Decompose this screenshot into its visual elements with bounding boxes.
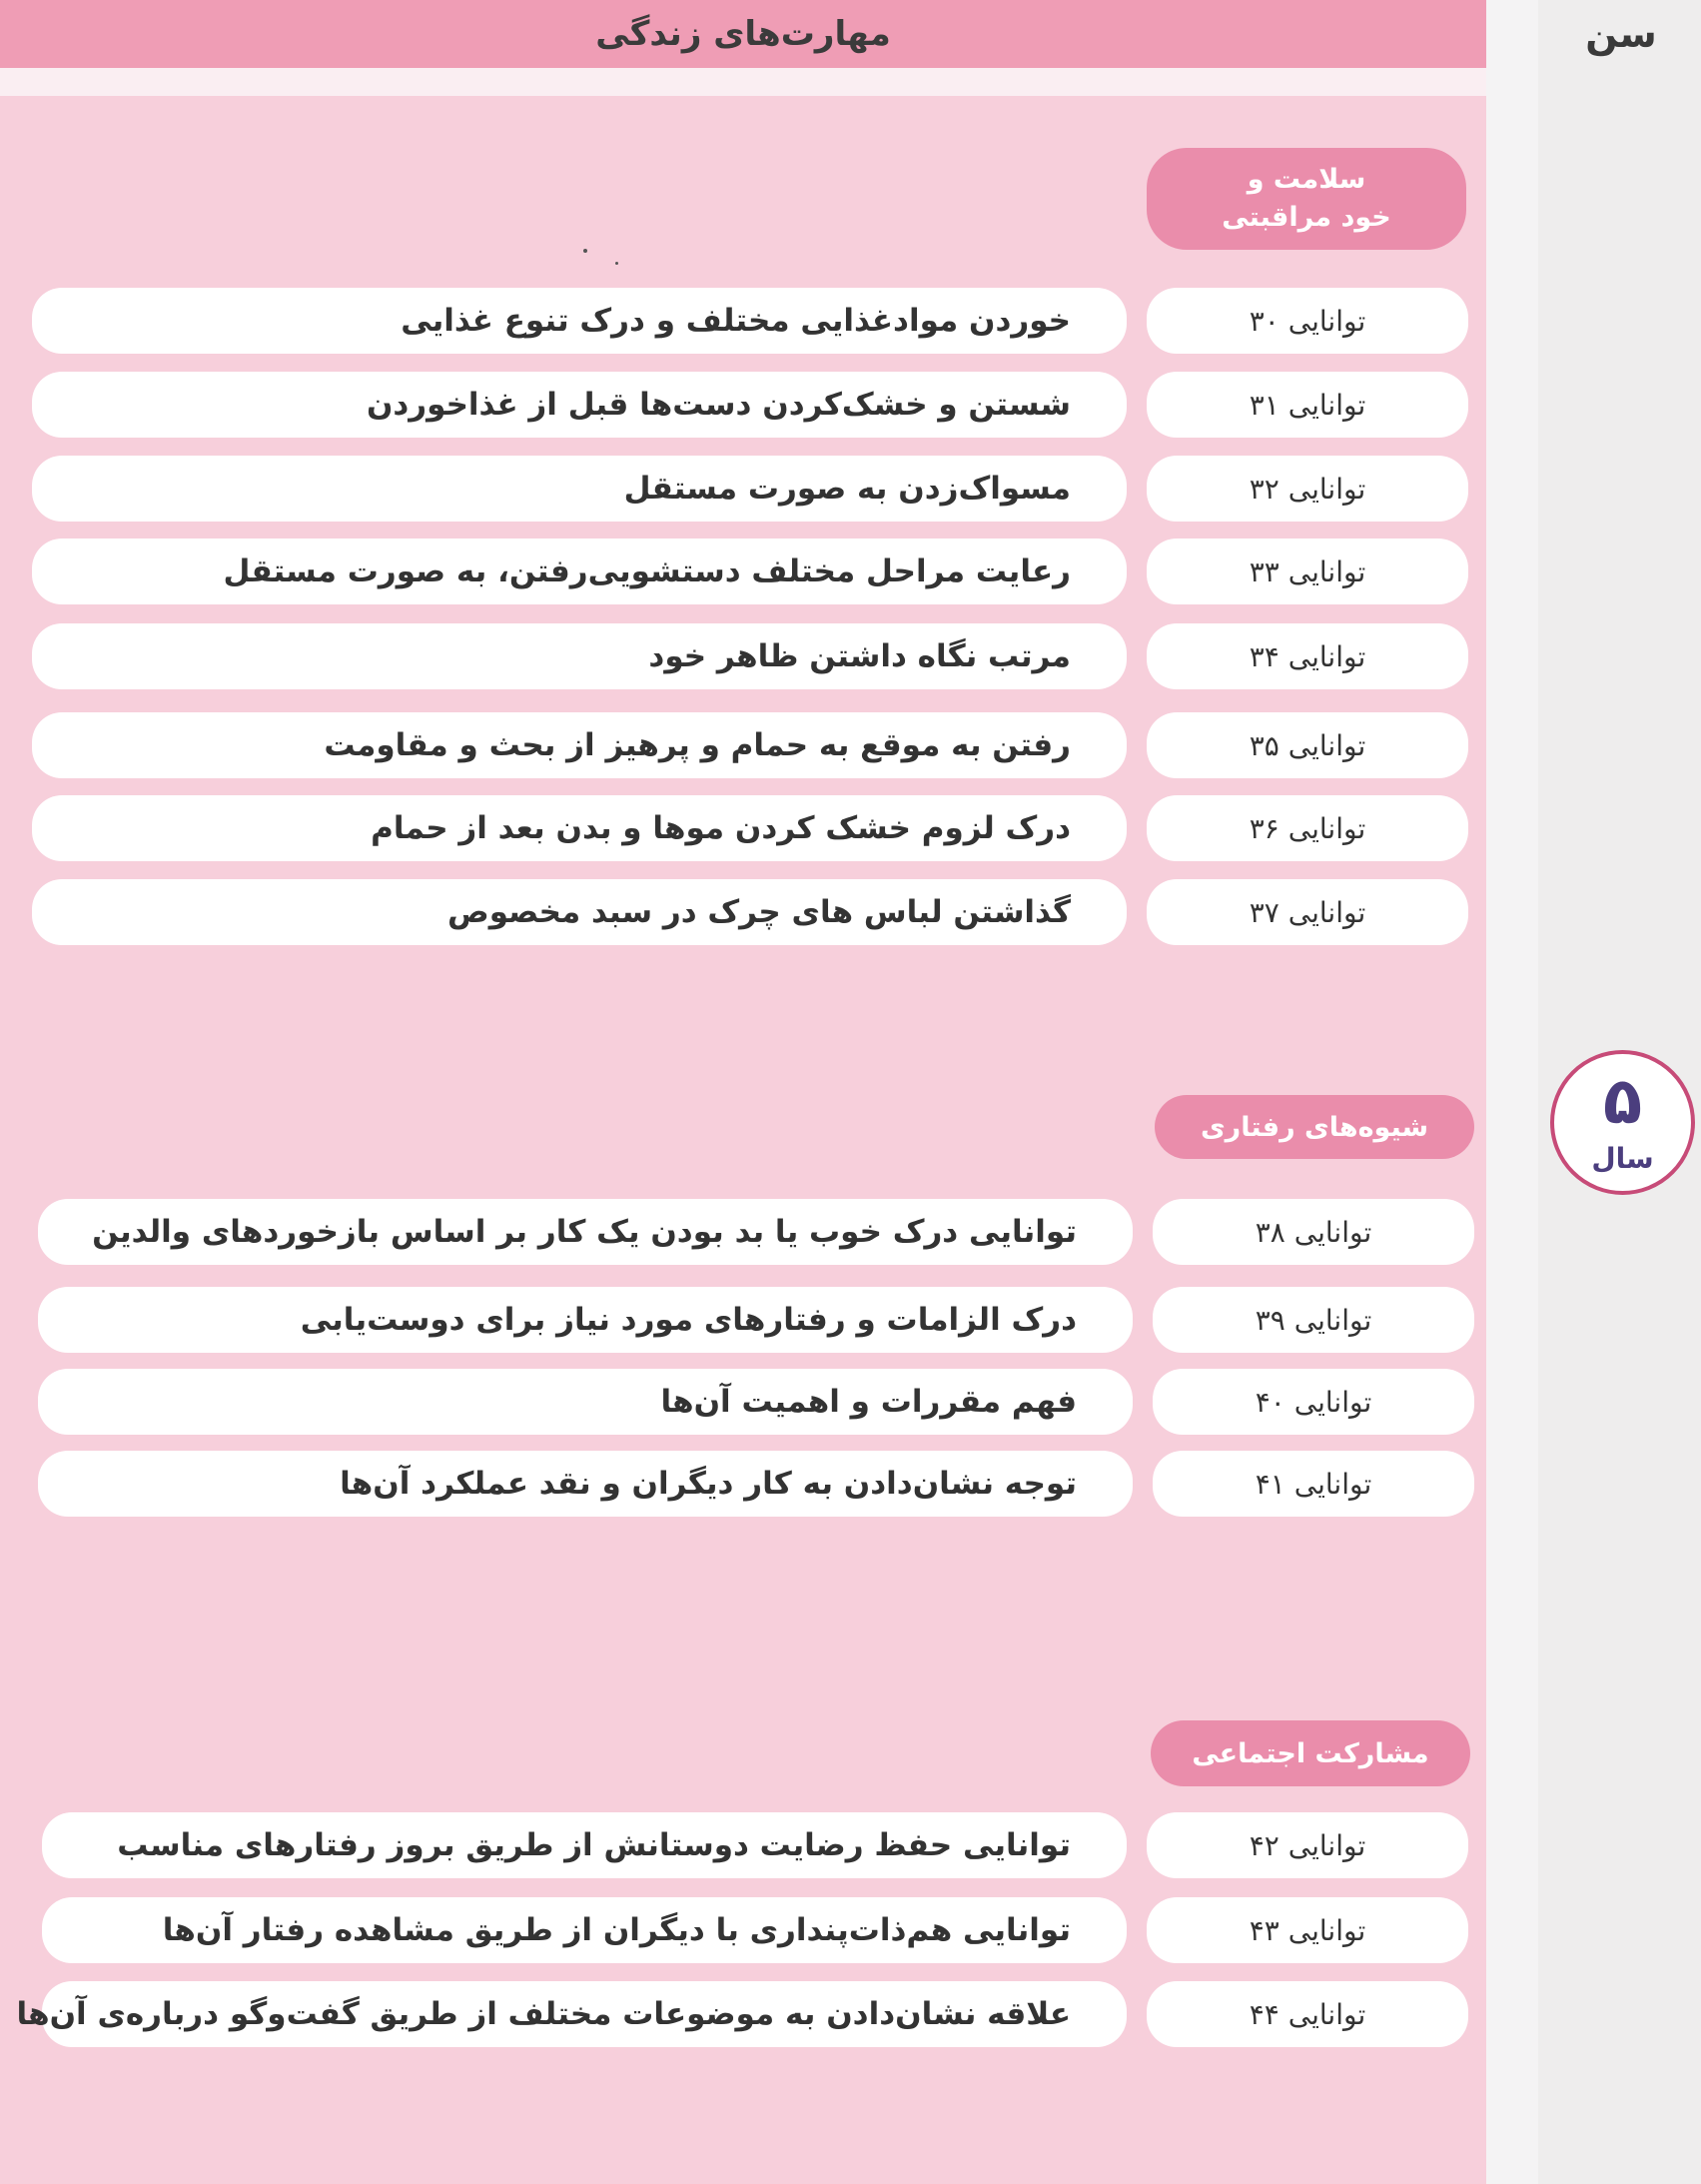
ability-label: توانایی ۳۷ — [1147, 879, 1468, 945]
list-item — [32, 539, 1468, 604]
ability-description: گذاشتن لباس های چرک در سبد مخصوص — [32, 879, 1127, 945]
ability-label: توانایی ۳۲ — [1147, 456, 1468, 522]
ability-label: توانایی ۳۰ — [1147, 288, 1468, 354]
list-item — [32, 879, 1468, 945]
list-item — [32, 288, 1468, 354]
age-unit: سال — [1591, 1142, 1654, 1175]
list-item — [32, 372, 1468, 438]
list-item — [32, 712, 1468, 778]
ability-label: توانایی ۴۱ — [1153, 1451, 1474, 1517]
list-item — [32, 795, 1468, 861]
ability-description: خوردن موادغذایی مختلف و درک تنوع غذایی — [32, 288, 1127, 354]
ability-label: توانایی ۳۹ — [1153, 1287, 1474, 1353]
ability-label: توانایی ۳۴ — [1147, 623, 1468, 689]
page-title: مهارت‌های زندگی — [0, 0, 1486, 68]
scan-speck — [583, 249, 587, 253]
ability-description: علاقه نشان‌دادن به موضوعات مختلف از طریق گفت‌وگو درباره‌ی آن‌ها — [42, 1981, 1127, 2047]
ability-label: توانایی ۳۵ — [1147, 712, 1468, 778]
ability-description: توانایی حفظ رضایت دوستانش از طریق بروز رفتارهای مناسب — [42, 1812, 1127, 1878]
scan-speck — [615, 262, 618, 265]
ability-label: توانایی ۳۸ — [1153, 1199, 1474, 1265]
ability-label: توانایی ۴۴ — [1147, 1981, 1468, 2047]
ability-label: توانایی ۴۳ — [1147, 1897, 1468, 1963]
age-badge — [1550, 1050, 1695, 1195]
ability-description: فهم مقررات و اهمیت آن‌ها — [38, 1369, 1133, 1435]
ability-description: شستن و خشک‌کردن دست‌ها قبل از غذاخوردن — [32, 372, 1127, 438]
ability-label: توانایی ۳۶ — [1147, 795, 1468, 861]
list-item — [42, 1897, 1468, 1963]
list-item — [32, 456, 1468, 522]
category-health-selfcare — [1147, 148, 1466, 250]
ability-description: توانایی درک خوب یا بد بودن یک کار بر اساس بازخوردهای والدین — [38, 1199, 1133, 1265]
list-item — [16, 1981, 1468, 2047]
ability-description: رعایت مراحل مختلف دستشویی‌رفتن، به صورت مستقل — [32, 539, 1127, 604]
list-item — [38, 1287, 1474, 1353]
list-item — [32, 623, 1468, 689]
ability-description: درک الزامات و رفتارهای مورد نیاز برای دوست‌یابی — [38, 1287, 1133, 1353]
list-item — [42, 1812, 1468, 1878]
ability-label: توانایی ۳۱ — [1147, 372, 1468, 438]
ability-label: توانایی ۴۲ — [1147, 1812, 1468, 1878]
ability-description: توجه نشان‌دادن به کار دیگران و نقد عملکرد آن‌ها — [38, 1451, 1133, 1517]
list-item — [38, 1451, 1474, 1517]
ability-description: مرتب نگاه داشتن ظاهر خود — [32, 623, 1127, 689]
ability-description: توانایی هم‌ذات‌پنداری با دیگران از طریق مشاهده رفتار آن‌ها — [42, 1897, 1127, 1963]
category-line: خود مراقبتی — [1222, 202, 1391, 233]
list-item — [38, 1369, 1474, 1435]
age-number: ۵ — [1602, 1065, 1643, 1139]
category-line: سلامت و — [1247, 164, 1366, 195]
ability-description: رفتن به موقع به حمام و پرهیز از بحث و مقاومت — [32, 712, 1127, 778]
ability-description: درک لزوم خشک کردن موها و بدن بعد از حمام — [32, 795, 1127, 861]
ability-label: توانایی ۴۰ — [1153, 1369, 1474, 1435]
category-social: مشارکت اجتماعی — [1151, 1720, 1470, 1786]
list-item — [38, 1199, 1474, 1265]
ability-label: توانایی ۳۳ — [1147, 539, 1468, 604]
ability-description: مسواک‌زدن به صورت مستقل — [32, 456, 1127, 522]
category-behavior: شیوه‌های رفتاری — [1155, 1095, 1474, 1159]
header-divider — [0, 68, 1486, 96]
age-label: سن — [1585, 12, 1657, 56]
